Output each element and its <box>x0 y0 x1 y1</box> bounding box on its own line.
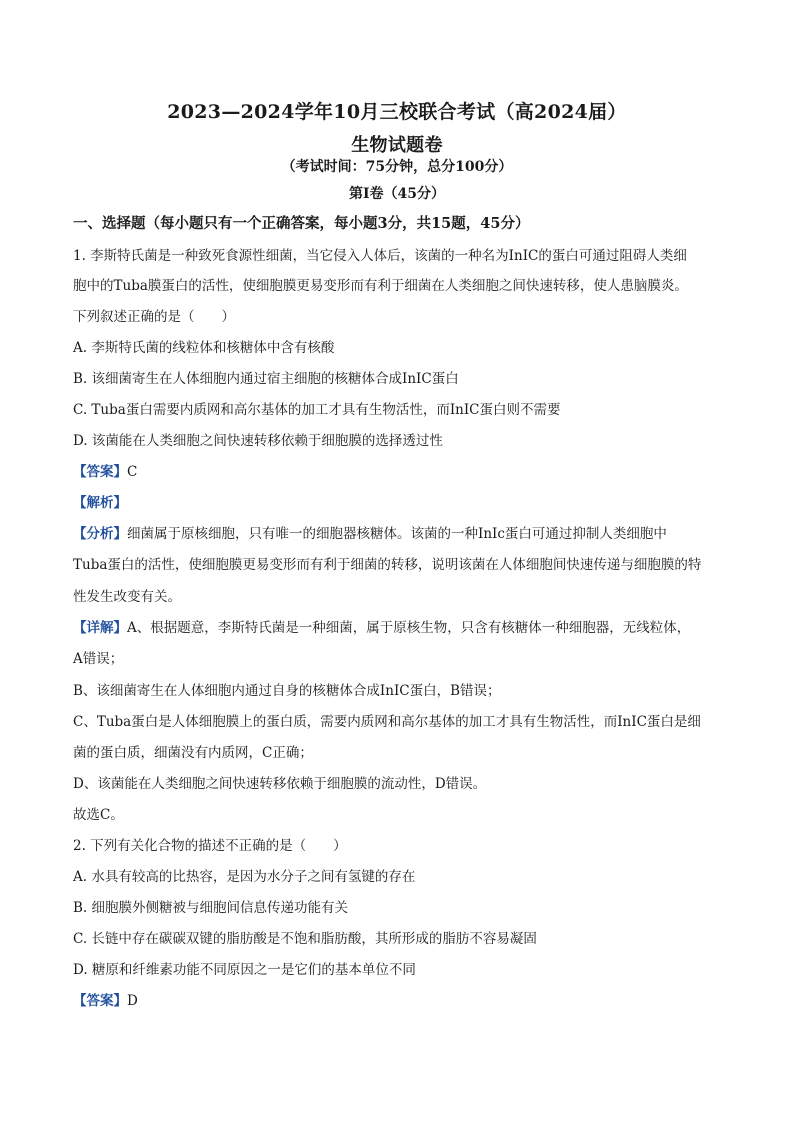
q1-detail-d: D、该菌能在人类细胞之间快速转移依赖于细胞膜的流动性，D错误。 <box>73 776 487 792</box>
exam-info: （考试时间：75分钟，总分100分） <box>281 159 513 175</box>
answer-tag: 【答案】 <box>73 464 127 480</box>
q1-option-c: C. Tuba蛋白需要内质网和高尔基体的加工才具有生物活性，而InIC蛋白则不需要 <box>73 402 561 418</box>
analysis-tag: 【解析】 <box>73 495 127 511</box>
q2-answer <box>73 992 728 1010</box>
q1-detail-a1 <box>73 619 728 637</box>
fenxi-text1: 细菌属于原核细胞，只有唯一的细胞器核糖体。该菌的一种InIc蛋白可通过抑制人类细胞中 <box>127 526 667 542</box>
q1-stem-line3: 下列叙述正确的是（ ） <box>73 309 235 325</box>
section-heading: 一、选择题（每小题只有一个正确答案，每小题3分，共15题，45分） <box>73 215 530 232</box>
volume-heading: 第I卷（45分） <box>348 186 446 202</box>
answer-value: C <box>127 464 138 480</box>
q1-detail-c1: C、Tuba蛋白是人体细胞膜上的蛋白质，需要内质网和高尔基体的加工才具有生物活性，而InIC蛋白是细 <box>73 714 701 730</box>
answer-tag: 【答案】 <box>73 993 127 1009</box>
q1-stem-line2: 胞中的Tuba膜蛋白的活性，使细胞膜更易变形而有利于细菌在人类细胞之间快速转移，使人患脑膜炎。 <box>73 278 688 294</box>
fenxi-tag: 【分析】 <box>73 526 127 542</box>
q2-option-d: D. 糖原和纤维素功能不同原因之一是它们的基本单位不同 <box>73 962 416 978</box>
exam-subtitle: 生物试题卷 <box>351 135 443 156</box>
q1-conclusion: 故选C。 <box>73 807 124 823</box>
q1-fenxi-line2: Tuba蛋白的活性，使细胞膜更易变形而有利于细菌的转移，说明该菌在人体细胞间快速传递与细胞膜的特 <box>73 557 702 573</box>
q1-analysis-tag <box>73 494 728 512</box>
q1-answer <box>73 463 728 481</box>
q2-stem: 2. 下列有关化合物的描述不正确的是（ ） <box>73 838 347 854</box>
q1-fenxi-line3: 性发生改变有关。 <box>73 589 181 605</box>
detail-tag: 【详解】 <box>73 620 127 636</box>
q1-option-a: A. 李斯特氏菌的线粒体和核糖体中含有核酸 <box>73 340 335 356</box>
q2-option-b: B. 细胞膜外侧糖被与细胞间信息传递功能有关 <box>73 900 349 916</box>
q1-option-b: B. 该细菌寄生在人体细胞内通过宿主细胞的核糖体合成InIC蛋白 <box>73 371 459 387</box>
detail-a-text: A、根据题意，李斯特氏菌是一种细菌，属于原核生物，只含有核糖体一种细胞器，无线粒体， <box>127 620 691 636</box>
exam-title: 2023—2024学年10月三校联合考试（高2024届） <box>167 101 627 123</box>
q1-fenxi-line1 <box>73 525 728 543</box>
q1-stem-line1: 1. 李斯特氏菌是一种致死食源性细菌，当它侵入人体后，该菌的一种名为InIC的蛋白可通过阻碍人类细 <box>73 248 687 264</box>
q1-detail-b: B、该细菌寄生在人体细胞内通过自身的核糖体合成InIC蛋白，B错误； <box>73 683 501 699</box>
q1-detail-c2: 菌的蛋白质，细菌没有内质网，C正确； <box>73 745 313 761</box>
q2-option-a: A. 水具有较高的比热容，是因为水分子之间有氢键的存在 <box>73 869 416 885</box>
q1-detail-a2: A错误； <box>73 651 124 667</box>
answer-value: D <box>127 993 138 1009</box>
q2-option-c: C. 长链中存在碳碳双键的脂肪酸是不饱和脂肪酸，其所形成的脂肪不容易凝固 <box>73 931 537 947</box>
q1-option-d: D. 该菌能在人类细胞之间快速转移依赖于细胞膜的选择透过性 <box>73 433 443 449</box>
